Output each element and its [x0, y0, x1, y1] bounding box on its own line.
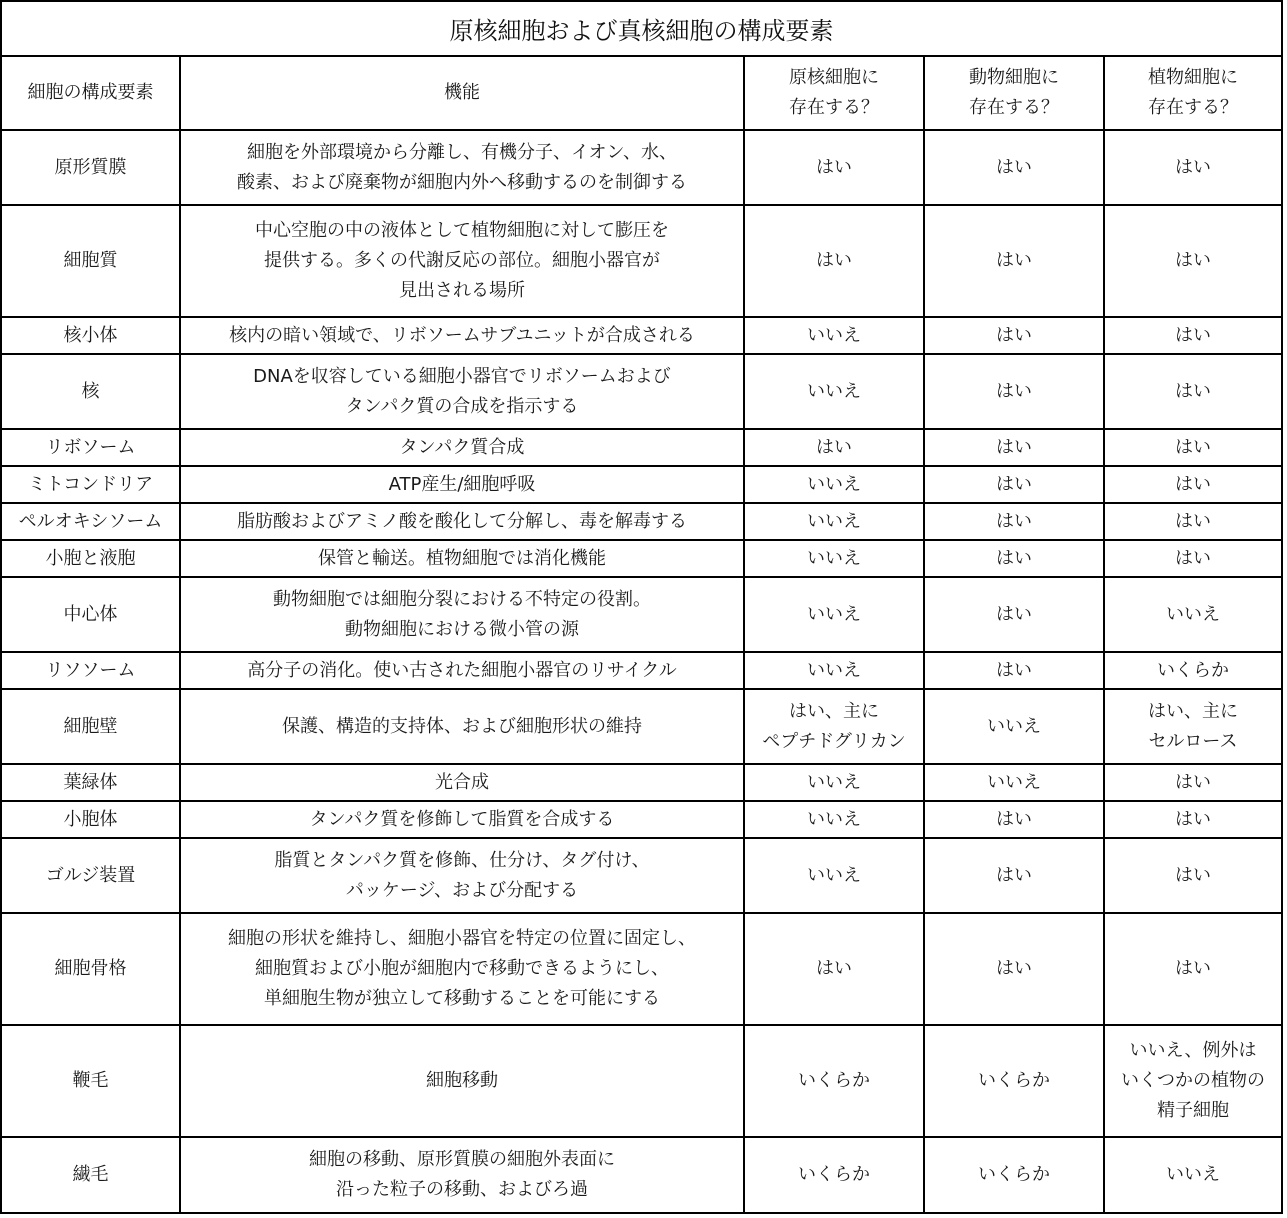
cell-animal: はい — [924, 466, 1104, 503]
table-row — [2, 1025, 1281, 1137]
cell-component: 繊毛 — [2, 1137, 180, 1212]
cell-function: 保護、構造的支持体、および細胞形状の維持 — [180, 689, 744, 764]
cell-animal: いいえ — [924, 689, 1104, 764]
cell-function: タンパク質を修飾して脂質を合成する — [180, 801, 744, 838]
cell-animal: はい — [924, 801, 1104, 838]
table-row — [2, 503, 1281, 540]
cell-animal: はい — [924, 429, 1104, 466]
cell-prokaryote: いいえ — [744, 466, 924, 503]
cell-component: 核小体 — [2, 317, 180, 354]
cell-prokaryote: はい — [744, 429, 924, 466]
cell-function: 光合成 — [180, 764, 744, 801]
cell-plant: はい — [1104, 466, 1281, 503]
cell-function: 細胞の形状を維持し、細胞小器官を特定の位置に固定し、 細胞質および小胞が細胞内で移動できるようにし、 単細胞生物が独立して移動することを可能にする — [180, 913, 744, 1025]
cell-component: 細胞骨格 — [2, 913, 180, 1025]
cell-component: 葉緑体 — [2, 764, 180, 801]
cell-component: 小胞と液胞 — [2, 540, 180, 577]
header-plant: 植物細胞に 存在する？ — [1104, 57, 1281, 130]
cell-animal: はい — [924, 577, 1104, 652]
cell-function: 核内の暗い領域で、リボソームサブユニットが合成される — [180, 317, 744, 354]
cell-prokaryote: いいえ — [744, 801, 924, 838]
cell-function: タンパク質合成 — [180, 429, 744, 466]
cell-function: 脂肪酸およびアミノ酸を酸化して分解し、毒を解毒する — [180, 503, 744, 540]
cell-plant: はい — [1104, 764, 1281, 801]
cell-component: ゴルジ装置 — [2, 838, 180, 913]
cell-plant: いいえ — [1104, 577, 1281, 652]
cell-function: 細胞の移動、原形質膜の細胞外表面に 沿った粒子の移動、およびろ過 — [180, 1137, 744, 1212]
cell-plant: はい — [1104, 429, 1281, 466]
table-row — [2, 540, 1281, 577]
cell-animal: はい — [924, 913, 1104, 1025]
cell-plant: はい — [1104, 801, 1281, 838]
cell-plant: はい — [1104, 913, 1281, 1025]
header-function: 機能 — [180, 57, 744, 130]
cell-plant: はい — [1104, 317, 1281, 354]
table-row — [2, 130, 1281, 205]
cell-plant: はい、主に セルロース — [1104, 689, 1281, 764]
cell-prokaryote: はい — [744, 913, 924, 1025]
cell-prokaryote: はい — [744, 205, 924, 317]
header-animal: 動物細胞に 存在する？ — [924, 57, 1104, 130]
cell-component: 小胞体 — [2, 801, 180, 838]
cell-prokaryote: いいえ — [744, 652, 924, 689]
cell-plant: はい — [1104, 205, 1281, 317]
cell-prokaryote: いいえ — [744, 354, 924, 429]
cell-animal: はい — [924, 205, 1104, 317]
cell-component: 原形質膜 — [2, 130, 180, 205]
table-row — [2, 689, 1281, 764]
cell-animal: はい — [924, 652, 1104, 689]
table-row — [2, 429, 1281, 466]
cell-function: DNAを収容している細胞小器官でリボソームおよび タンパク質の合成を指示する — [180, 354, 744, 429]
cell-plant: はい — [1104, 540, 1281, 577]
cell-plant: はい — [1104, 130, 1281, 205]
cell-prokaryote: いいえ — [744, 838, 924, 913]
cell-prokaryote: いくらか — [744, 1025, 924, 1137]
cell-component: 鞭毛 — [2, 1025, 180, 1137]
cell-animal: はい — [924, 130, 1104, 205]
cell-function: 細胞移動 — [180, 1025, 744, 1137]
cell-component: ペルオキシソーム — [2, 503, 180, 540]
cell-component: リボソーム — [2, 429, 180, 466]
cell-prokaryote: いいえ — [744, 764, 924, 801]
cell-function: 細胞を外部環境から分離し、有機分子、イオン、水、 酸素、および廃棄物が細胞内外へ移動するのを制御する — [180, 130, 744, 205]
table-row — [2, 466, 1281, 503]
cell-animal: いいえ — [924, 764, 1104, 801]
cell-component: 細胞質 — [2, 205, 180, 317]
cell-components-table — [2, 57, 1281, 1212]
cell-prokaryote: いいえ — [744, 577, 924, 652]
cell-function: 脂質とタンパク質を修飾、仕分け、タグ付け、 パッケージ、および分配する — [180, 838, 744, 913]
header-component: 細胞の構成要素 — [2, 57, 180, 130]
cell-component: 核 — [2, 354, 180, 429]
cell-prokaryote: はい、主に ペプチドグリカン — [744, 689, 924, 764]
cell-function: ATP産生/細胞呼吸 — [180, 466, 744, 503]
header-prokaryote: 原核細胞に 存在する？ — [744, 57, 924, 130]
table-row — [2, 801, 1281, 838]
cell-prokaryote: はい — [744, 130, 924, 205]
table-row — [2, 764, 1281, 801]
table-row — [2, 317, 1281, 354]
cell-component: ミトコンドリア — [2, 466, 180, 503]
table-title: 原核細胞および真核細胞の構成要素 — [2, 2, 1281, 57]
cell-function: 中心空胞の中の液体として植物細胞に対して膨圧を 提供する。多くの代謝反応の部位。細胞小器官が 見出される場所 — [180, 205, 744, 317]
cell-animal: はい — [924, 503, 1104, 540]
cell-function: 動物細胞では細胞分裂における不特定の役割。 動物細胞における微小管の源 — [180, 577, 744, 652]
table-row — [2, 838, 1281, 913]
table-row — [2, 205, 1281, 317]
cell-animal: はい — [924, 354, 1104, 429]
table-row — [2, 354, 1281, 429]
cell-plant: いいえ — [1166, 1164, 1220, 1185]
cell-component: 細胞壁 — [2, 689, 180, 764]
cell-component: 中心体 — [2, 577, 180, 652]
cell-plant: いいえ、例外は いくつかの植物の 精子細胞 — [1104, 1025, 1281, 1137]
cell-prokaryote: いくらか — [744, 1137, 924, 1212]
cell-animal: いくらか — [924, 1025, 1104, 1137]
cell-function: 保管と輸送。植物細胞では消化機能 — [180, 540, 744, 577]
cell-prokaryote: いいえ — [744, 540, 924, 577]
cell-plant: はい — [1104, 354, 1281, 429]
table-row — [2, 652, 1281, 689]
cell-function: 高分子の消化。使い古された細胞小器官のリサイクル — [180, 652, 744, 689]
header-row — [2, 57, 1281, 130]
cell-component: リソソーム — [2, 652, 180, 689]
cell-prokaryote: いいえ — [744, 503, 924, 540]
table-row — [2, 913, 1281, 1025]
cell-prokaryote: いいえ — [744, 317, 924, 354]
table-row — [2, 577, 1281, 652]
cell-animal: はい — [924, 317, 1104, 354]
cell-animal: いくらか — [924, 1137, 1104, 1212]
cell-animal: はい — [924, 540, 1104, 577]
cell-plant: はい — [1104, 503, 1281, 540]
cell-plant: はい — [1104, 838, 1281, 913]
table-row — [2, 1137, 1281, 1212]
cell-animal: はい — [924, 838, 1104, 913]
cell-plant: いくらか — [1104, 652, 1281, 689]
